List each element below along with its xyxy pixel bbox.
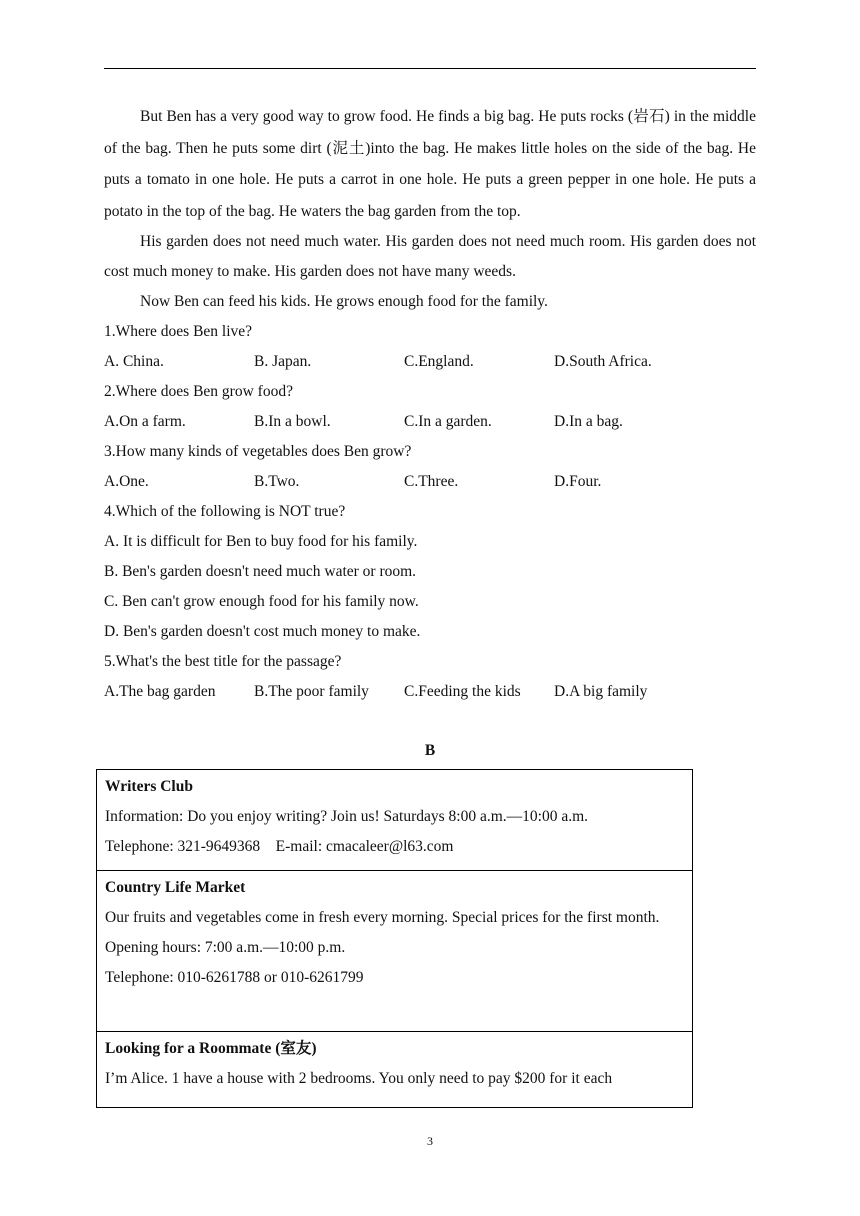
passage-a <box>104 101 756 707</box>
option-c: C.England. <box>404 353 474 370</box>
question-3 <box>104 437 756 497</box>
ad-title: Writers Club <box>105 778 193 795</box>
question-stem: 3.How many kinds of vegetables does Ben grow? <box>104 443 412 460</box>
ad-line: Opening hours: 7:00 a.m.—10:00 p.m. <box>105 939 346 956</box>
option-d: D.In a bag. <box>554 413 623 430</box>
option-b: B.Two. <box>254 473 300 490</box>
passage-paragraph-1: But Ben has a very good way to grow food. He finds a big bag. He puts rocks (岩石) in the middle of the bag. Then he puts some dirt (泥土)into the bag. He makes little holes on the side of the bag. He puts a tomato in one hole. He puts a carrot in one hole. He puts a green pepper in one hole. He puts a potato in the top of the bag. He waters the bag garden from the top. <box>104 108 756 220</box>
passage-paragraph-2: His garden does not need much water. His garden does not need much room. His garden does not cost much money to make. His garden does not have many weeds. <box>104 233 756 280</box>
option-a: A.On a farm. <box>104 413 186 430</box>
question-stem: 5.What's the best title for the passage? <box>104 653 342 670</box>
option-a: A. China. <box>104 353 164 370</box>
option-a: A.The bag garden <box>104 683 216 700</box>
section-b-heading: B <box>424 742 436 759</box>
option-d: D. Ben's garden doesn't cost much money to make. <box>104 623 421 640</box>
ad-roommate <box>97 1031 692 1107</box>
ads-table <box>96 769 693 1108</box>
option-b: B.In a bowl. <box>254 413 331 430</box>
ad-country-life-market <box>97 870 692 1031</box>
page-number: 3 <box>427 1134 433 1148</box>
ad-line: I’m Alice. 1 have a house with 2 bedrooms. You only need to pay $200 for it each <box>105 1070 613 1087</box>
ad-writers-club <box>97 770 692 870</box>
ad-line: Information: Do you enjoy writing? Join us! Saturdays 8:00 a.m.—10:00 a.m. <box>105 808 589 825</box>
ad-line: Our fruits and vegetables come in fresh every morning. Special prices for the first month. <box>105 909 660 926</box>
option-a: A.One. <box>104 473 149 490</box>
ad-title: Looking for a Roommate (室友) <box>105 1040 317 1057</box>
question-stem: 4.Which of the following is NOT true? <box>104 503 346 520</box>
question-1 <box>104 317 756 377</box>
option-b: B. Ben's garden doesn't need much water or room. <box>104 563 417 580</box>
question-2 <box>104 377 756 437</box>
option-row <box>104 467 756 497</box>
ad-line: Telephone: 010-6261788 or 010-6261799 <box>105 969 364 986</box>
option-c: C.Three. <box>404 473 459 490</box>
option-d: D.South Africa. <box>554 353 652 370</box>
option-c: C. Ben can't grow enough food for his family now. <box>104 593 419 610</box>
option-d: D.A big family <box>554 683 648 700</box>
passage-paragraph-3: Now Ben can feed his kids. He grows enough food for the family. <box>140 293 548 310</box>
question-stem: 2.Where does Ben grow food? <box>104 383 293 400</box>
question-5 <box>104 647 756 707</box>
question-4 <box>104 497 756 647</box>
option-d: D.Four. <box>554 473 602 490</box>
option-a: A. It is difficult for Ben to buy food for his family. <box>104 533 418 550</box>
header-rule <box>104 68 756 69</box>
option-c: C.Feeding the kids <box>404 683 521 700</box>
question-stem: 1.Where does Ben live? <box>104 323 253 340</box>
option-row <box>104 347 756 377</box>
ad-line: Telephone: 321-9649368 E-mail: cmacaleer@l63.com <box>105 838 454 855</box>
option-row <box>104 677 756 707</box>
option-c: C.In a garden. <box>404 413 492 430</box>
ad-title: Country Life Market <box>105 879 246 896</box>
option-b: B.The poor family <box>254 683 369 700</box>
option-row <box>104 407 756 437</box>
option-b: B. Japan. <box>254 353 312 370</box>
